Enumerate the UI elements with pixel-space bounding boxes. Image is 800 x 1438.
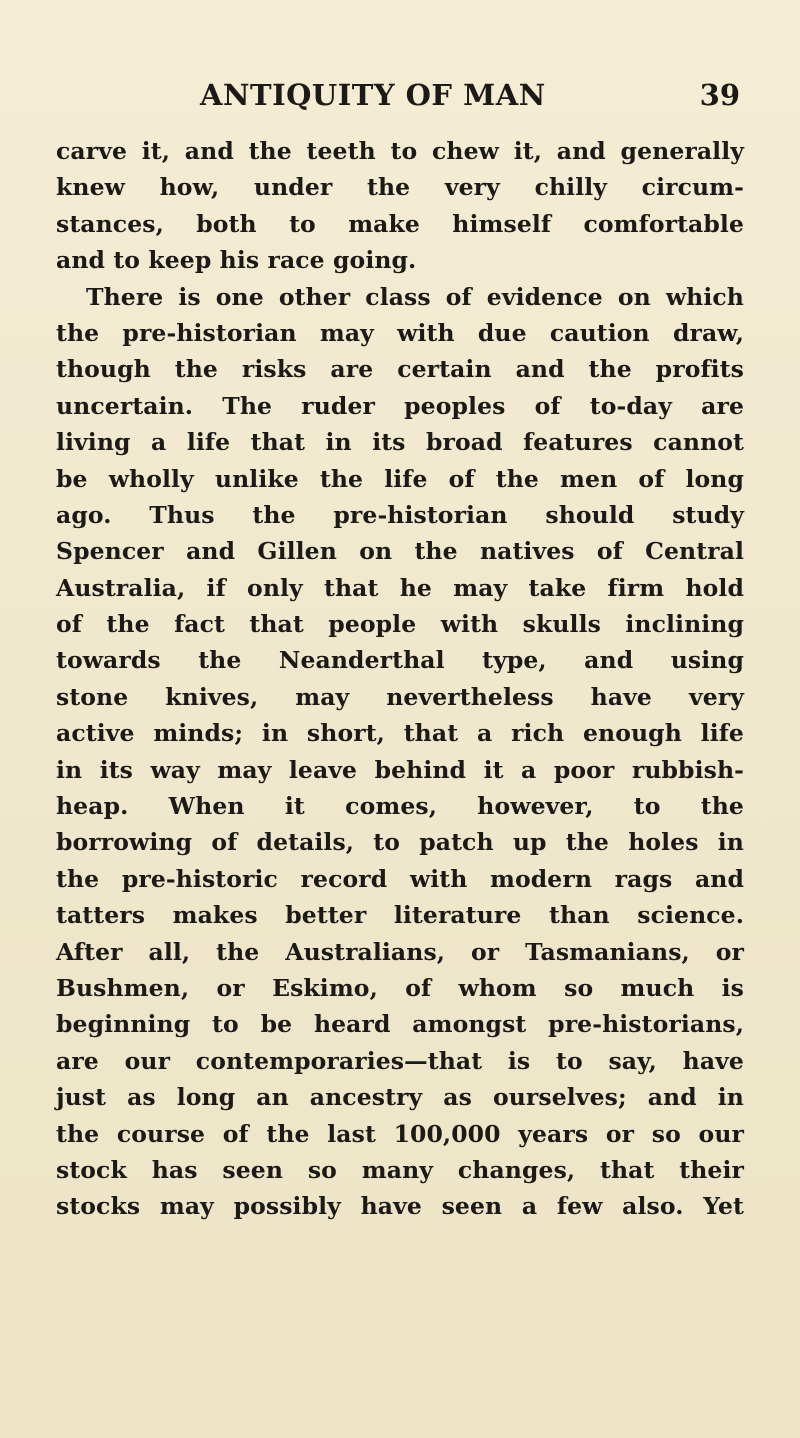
text-line: be wholly unlike the life of the men of long: [56, 464, 744, 493]
text-line: ago. Thus the pre-historian should study: [56, 500, 744, 529]
paragraph-continued: [56, 133, 744, 279]
text-line: living a life that in its broad features cannot: [56, 428, 744, 457]
text-line: the pre-historic record with modern rags and: [56, 864, 744, 893]
page-number: 39: [699, 78, 740, 112]
text-line: There is one other class of evidence on which: [86, 282, 744, 311]
text-line: tatters makes better literature than science.: [56, 901, 744, 930]
text-line: just as long an ancestry as ourselves; and in: [56, 1083, 744, 1112]
text-line: uncertain. The ruder peoples of to-day are: [56, 391, 744, 420]
text-line: Australia, if only that he may take firm hold: [56, 573, 744, 602]
paragraph-other-evidence: [56, 279, 744, 1225]
text-line: stances, both to make himself comfortable: [56, 209, 744, 238]
text-line: and to keep his race going.: [56, 246, 417, 275]
text-line: After all, the Australians, or Tasmanians, or: [56, 937, 744, 966]
running-head-title: ANTIQUITY OF MAN: [200, 78, 546, 112]
text-line: carve it, and the teeth to chew it, and generally: [56, 137, 744, 165]
text-line: Bushmen, or Eskimo, of whom so much is: [56, 973, 744, 1002]
text-line: of the fact that people with skulls inclining: [56, 610, 744, 639]
text-line: active minds; in short, that a rich enough life: [56, 719, 744, 748]
text-line: borrowing of details, to patch up the holes in: [56, 828, 744, 857]
body-text: [56, 133, 744, 1225]
text-line: though the risks are certain and the profits: [56, 355, 744, 384]
text-line: stone knives, may nevertheless have very: [56, 682, 744, 711]
text-line: stocks may possibly have seen a few also. Yet: [56, 1192, 744, 1221]
text-line: are our contemporaries—that is to say, have: [56, 1046, 744, 1075]
text-line: beginning to be heard amongst pre-historians,: [56, 1010, 744, 1039]
text-line: the pre-historian may with due caution draw,: [56, 318, 744, 347]
text-line: in its way may leave behind it a poor rubbish-: [56, 755, 744, 784]
running-head: [56, 78, 740, 118]
text-line: Spencer and Gillen on the natives of Central: [56, 537, 744, 566]
text-line: knew how, under the very chilly circum-: [56, 173, 744, 202]
text-line: stock has seen so many changes, that their: [56, 1155, 744, 1184]
text-line: towards the Neanderthal type, and using: [56, 646, 744, 675]
text-line: heap. When it comes, however, to the: [56, 792, 744, 821]
text-line: the course of the last 100,000 years or so our: [56, 1119, 744, 1148]
